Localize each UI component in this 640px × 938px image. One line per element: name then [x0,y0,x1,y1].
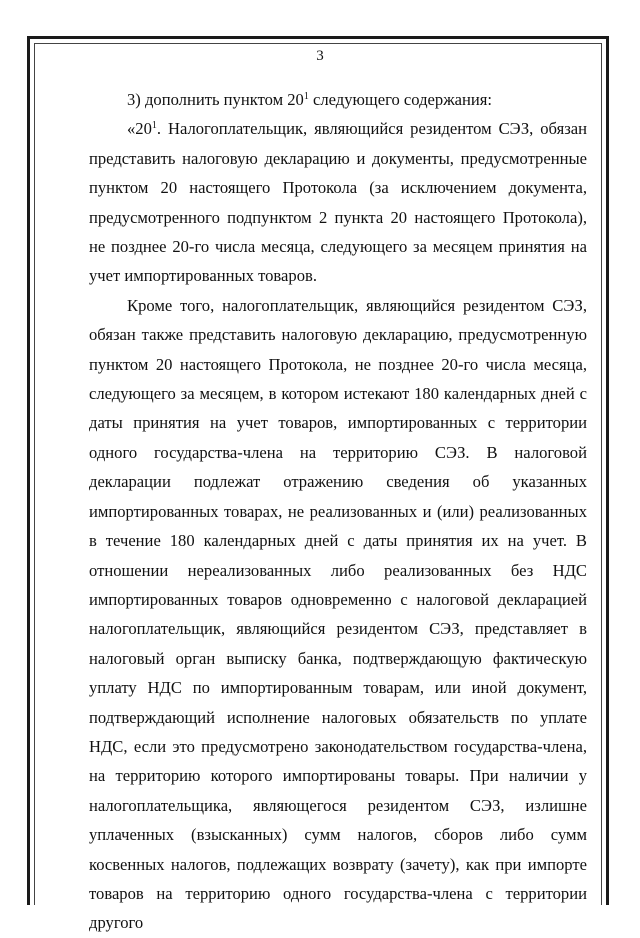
clause-20-1-text: . Налогоплательщик, являющийся резидентом СЭЗ, обязан представить налоговую декларацию и документы, предусмотренные пунктом 20 настоящего Протокола (за исключением документа, предусмотренного подпунктом 2 пункта 20 настоящего Протокола), не позднее 20-го числа месяца, следующего за месяцем принятия на учет импортированных товаров. [89,119,587,286]
document-body [89,85,587,938]
item-3-text-before: 3) дополнить пунктом 20 [127,90,304,109]
clause-20-1-superscript: 1 [151,120,157,132]
item-3-superscript: 1 [303,91,309,102]
paragraph-2: Кроме того, налогоплательщик, являющийся резидентом СЭЗ, обязан также представить налоговую декларацию, предусмотренную пунктом 20 настоящего Протокола, не позднее 20-го числа месяца, следующего за месяцем, в котором истекают 180 календарных дней с даты принятия на учет товаров, импортированных с территории одного государства-члена на территорию СЭЗ. В налоговой декларации подлежат отражению сведения об указанных импортированных товарах, не реализованных и (или) реализованных в течение 180 календарных дней с даты принятия их на учет. В отношении нереализованных либо реализованных без НДС импортированных товаров одновременно с налоговой декларацией налогоплательщик, являющийся резидентом СЭЗ, представляет в налоговый орган выписку банка, подтверждающую фактическую уплату НДС по импортированным товарам, или иной документ, подтверждающий исполнение налоговых обязательств по уплате НДС, если это предусмотрено законодательством государства-члена, на территорию которого импортированы товары. При наличии у налогоплательщика, являющегося резидентом СЭЗ, излишне уплаченных (взысканных) сумм налогов, сборов либо сумм косвенных налогов, подлежащих возврату (зачету), как при импорте товаров на территорию одного государства-члена с территории другого [89,295,587,933]
clause-20-1 [89,114,587,290]
clause-20-1-prefix: «20 [127,119,152,139]
item-3-text-after: следующего содержания: [308,90,493,109]
page-number: 3 [316,48,324,64]
item-3-intro [89,85,587,114]
